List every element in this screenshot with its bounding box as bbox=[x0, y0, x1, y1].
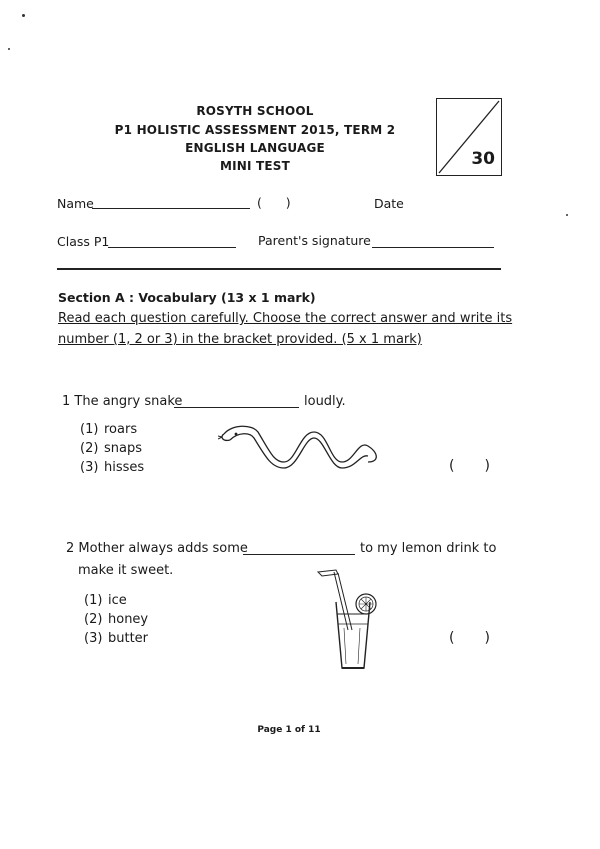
question-2-answer-bracket[interactable] bbox=[449, 630, 490, 646]
page-number: Page 1 of 11 bbox=[257, 725, 321, 735]
question-2-option-2 bbox=[84, 612, 148, 627]
test-title: MINI TEST bbox=[219, 159, 291, 173]
option-label: honey bbox=[108, 612, 149, 627]
question-1-text-end: loudly. bbox=[304, 394, 346, 409]
question-2-option-1 bbox=[84, 593, 127, 608]
assessment-title: P1 HOLISTIC ASSESSMENT 2015, TERM 2 bbox=[114, 123, 396, 137]
option-number: (2) bbox=[80, 441, 99, 456]
name-label: Name bbox=[57, 196, 94, 211]
option-label: butter bbox=[108, 631, 149, 646]
question-1-option-2 bbox=[80, 441, 142, 456]
question-1-option-3 bbox=[80, 460, 144, 475]
lemon-drink-illustration bbox=[314, 568, 384, 672]
scan-speck bbox=[566, 214, 568, 216]
option-number: (3) bbox=[80, 460, 99, 475]
subject-title: ENGLISH LANGUAGE bbox=[185, 141, 325, 155]
question-2-text-line-2: make it sweet. bbox=[78, 563, 174, 578]
class-field[interactable] bbox=[108, 247, 236, 248]
bracket-open: ( bbox=[449, 630, 455, 646]
section-a-title: Section A : Vocabulary (13 x 1 mark) bbox=[58, 290, 316, 305]
question-2-option-3 bbox=[84, 631, 148, 646]
signature-field[interactable] bbox=[372, 247, 494, 248]
option-label: hisses bbox=[104, 460, 145, 475]
question-1-answer-bracket[interactable] bbox=[449, 458, 490, 474]
option-label: ice bbox=[108, 593, 127, 608]
question-1-blank bbox=[174, 407, 299, 408]
question-2-text-start: 2 Mother always adds some bbox=[66, 541, 248, 556]
scan-speck bbox=[8, 48, 10, 50]
option-label: roars bbox=[104, 422, 138, 437]
bracket-close: ) bbox=[484, 630, 490, 646]
snake-illustration bbox=[218, 418, 386, 474]
instruction-line-1: Read each question carefully. Choose the correct answer and write its bbox=[58, 311, 513, 326]
bracket-close: ) bbox=[484, 458, 490, 474]
scan-speck bbox=[22, 14, 25, 17]
option-number: (3) bbox=[84, 631, 103, 646]
name-field[interactable] bbox=[92, 208, 250, 209]
question-2-text-end: to my lemon drink to bbox=[360, 541, 497, 556]
score-total: 30 bbox=[471, 149, 495, 169]
option-label: snaps bbox=[104, 441, 143, 456]
header-divider bbox=[57, 268, 501, 270]
class-label: Class P1 bbox=[57, 234, 110, 249]
question-2-blank bbox=[243, 554, 355, 555]
bracket-open: ( bbox=[449, 458, 455, 474]
score-box bbox=[436, 98, 502, 176]
school-name: ROSYTH SCHOOL bbox=[196, 104, 314, 118]
date-label: Date bbox=[374, 196, 404, 211]
option-number: (1) bbox=[80, 422, 99, 437]
question-1-text-start: 1 The angry snake bbox=[62, 394, 183, 409]
option-number: (1) bbox=[84, 593, 103, 608]
option-number: (2) bbox=[84, 612, 103, 627]
instruction-line-2: number (1, 2 or 3) in the bracket provided. (5 x 1 mark) bbox=[58, 332, 422, 347]
signature-label: Parent's signature bbox=[258, 233, 371, 248]
index-number-bracket[interactable]: ( ) bbox=[257, 195, 291, 210]
question-1-option-1 bbox=[80, 422, 137, 437]
